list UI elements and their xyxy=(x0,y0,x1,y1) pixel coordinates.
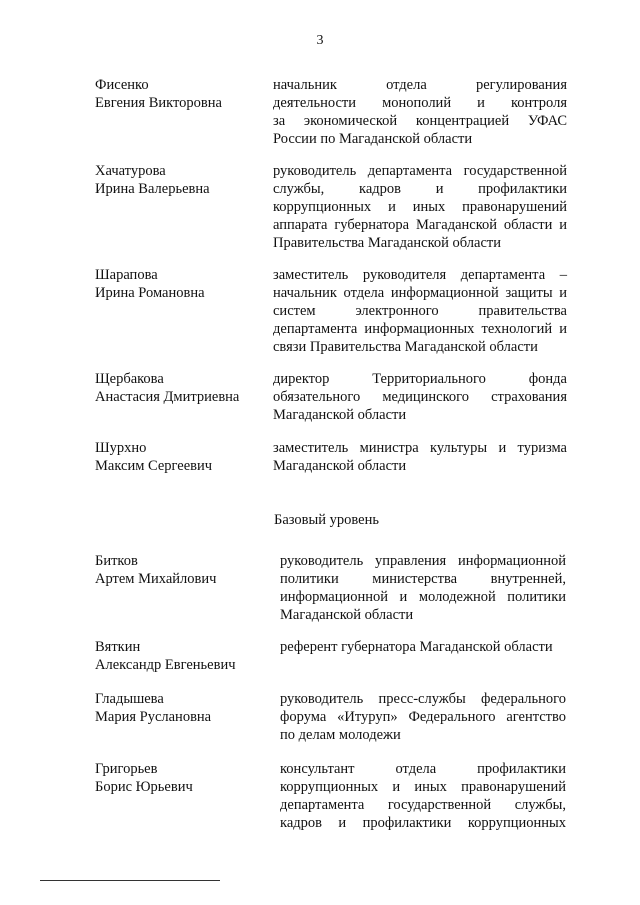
role-line: заместитель руководителя департамента – xyxy=(273,267,567,283)
role-line: связи Правительства Магаданской области xyxy=(273,339,538,355)
role-line: коррупционных и иных правонарушений xyxy=(273,199,567,215)
role-line: руководитель управления информационной xyxy=(280,553,566,569)
role-line: по делам молодежи xyxy=(280,727,401,743)
role-line: информационной и молодежной политики xyxy=(280,589,566,605)
role-line: консультант отдела профилактики xyxy=(280,761,566,777)
person-name xyxy=(95,760,265,796)
role-line: Магаданской области xyxy=(280,607,414,623)
given-name: Евгения Викторовна xyxy=(95,95,222,111)
role-line: руководитель пресс-службы федерального xyxy=(280,691,566,707)
role-description xyxy=(280,638,566,656)
role-line: обязательного медицинского страхования xyxy=(273,389,567,405)
footer-rule xyxy=(40,880,220,881)
role-line: деятельности монополий и контроля xyxy=(273,95,567,111)
person-name xyxy=(95,162,265,198)
role-description xyxy=(273,76,567,148)
role-description xyxy=(280,552,566,624)
person-name xyxy=(95,76,265,112)
person-name xyxy=(95,370,265,406)
role-line: политики министерства внутренней, xyxy=(280,571,566,587)
surname: Хачатурова xyxy=(95,163,166,179)
surname: Шурхно xyxy=(95,440,147,456)
section-heading: Базовый уровень xyxy=(274,512,379,528)
role-description xyxy=(273,266,567,356)
role-line: систем электронного правительства xyxy=(273,303,567,319)
role-line: службы, кадров и профилактики xyxy=(273,181,567,197)
role-line: форума «Итуруп» Федерального агентство xyxy=(280,709,566,725)
given-name: Александр Евгеньевич xyxy=(95,657,236,673)
role-line: Магаданской области xyxy=(273,458,407,474)
role-line: департамента государственной службы, xyxy=(280,797,566,813)
role-description xyxy=(280,760,566,832)
page-number: 3 xyxy=(316,33,324,48)
person-name xyxy=(95,266,265,302)
person-name xyxy=(95,690,265,726)
role-line: заместитель министра культуры и туризма xyxy=(273,440,567,456)
role-line: начальник отдела регулирования xyxy=(273,77,567,93)
role-line: руководитель департамента государственной xyxy=(273,163,567,179)
person-name xyxy=(95,439,265,475)
surname: Щербакова xyxy=(95,371,164,387)
role-line: Правительства Магаданской области xyxy=(273,235,502,251)
role-line: коррупционных и иных правонарушений xyxy=(280,779,566,795)
surname: Гладышева xyxy=(95,691,164,707)
given-name: Анастасия Дмитриевна xyxy=(95,389,240,405)
role-line: России по Магаданской области xyxy=(273,131,473,147)
surname: Фисенко xyxy=(95,77,149,93)
surname: Шарапова xyxy=(95,267,158,283)
role-line: департамента информационных технологий и xyxy=(273,321,567,337)
role-line: аппарата губернатора Магаданской области и xyxy=(273,217,567,233)
role-line: директор Территориального фонда xyxy=(273,371,567,387)
person-name xyxy=(95,552,265,588)
given-name: Максим Сергеевич xyxy=(95,458,213,474)
role-line: начальник отдела информационной защиты и xyxy=(273,285,567,301)
given-name: Артем Михайлович xyxy=(95,571,217,587)
role-line: за экономической концентрацией УФАС xyxy=(273,113,567,129)
person-name xyxy=(95,638,265,674)
role-description xyxy=(273,370,567,424)
given-name: Мария Руслановна xyxy=(95,709,212,725)
surname: Григорьев xyxy=(95,761,158,777)
role-description xyxy=(280,690,566,744)
surname: Вяткин xyxy=(95,639,141,655)
surname: Битков xyxy=(95,553,138,569)
role-description xyxy=(273,162,567,252)
given-name: Ирина Романовна xyxy=(95,285,205,301)
role-description xyxy=(273,439,567,475)
given-name: Борис Юрьевич xyxy=(95,779,193,795)
role-line: кадров и профилактики коррупционных xyxy=(280,815,566,831)
given-name: Ирина Валерьевна xyxy=(95,181,210,197)
role-line: Магаданской области xyxy=(273,407,407,423)
role-line: референт губернатора Магаданской области xyxy=(280,639,553,655)
